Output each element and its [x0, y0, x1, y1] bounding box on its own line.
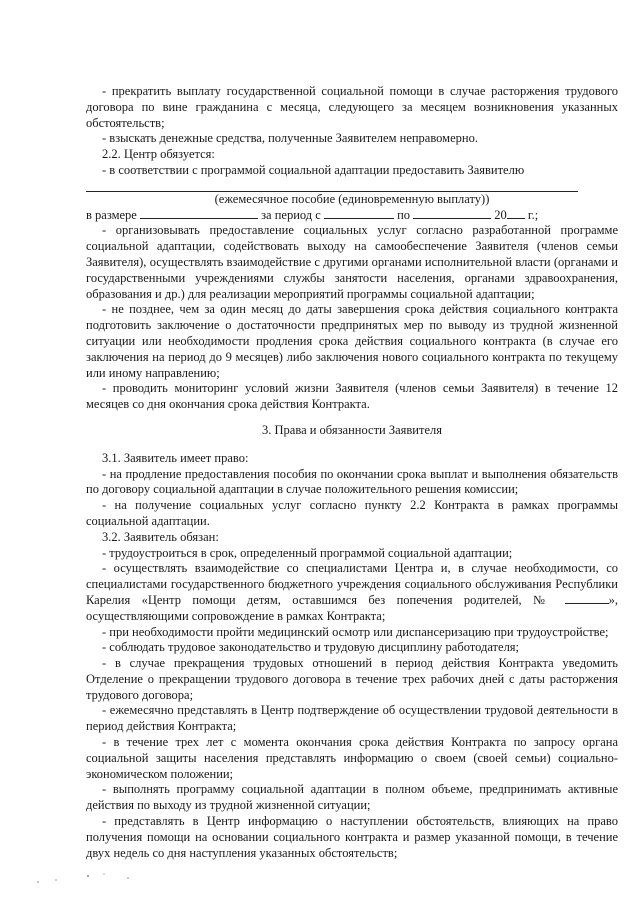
paragraph: - прекратить выплату государственной социальной помощи в случае расторжения трудового договора по вине гражданина с месяца, следующего за месяцем возникновения указанных обстоятельств; [86, 84, 618, 130]
section-2-2-heading: 2.2. Центр обязуется: [102, 147, 215, 162]
date-from-blank [324, 208, 394, 219]
scan-specks [30, 868, 150, 888]
center-number-blank [565, 593, 609, 604]
amount-line: в размере за период с по 20 г.; [86, 207, 539, 222]
paragraph: - соблюдать трудовое законодательство и трудовую дисциплину работодателя; [102, 640, 520, 655]
blank-caption: (ежемесячное пособие (единовременную выплату)) [214, 191, 490, 206]
paragraph: - ежемесячно представлять в Центр подтверждение об осуществлении трудовой деятельности в период действия Контракта; [86, 703, 618, 734]
paragraph: - организовывать предоставление социальных услуг согласно разработанной программе социальной адаптации, содействовать выходу на самообеспечение Заявителя (членов семьи Заявителя), осуществлять взаимодействие с другими органами исполнительной власти (органами и государственными учреждениями службы занятости населения, органами здравоохранения, образования и др.) для реализации мероприятий программы социальной адаптации; [86, 223, 618, 301]
paragraph: - в случае прекращения трудовых отношений в период действия Контракта уведомить Отделение о прекращении трудового договора в течение трех рабочих дней с даты расторжения трудового договора; [86, 656, 618, 702]
paragraph: - не позднее, чем за один месяц до даты завершения срока действия социального контракта подготовить заключение о достаточности предпринятых мер по выводу из трудной жизненной ситуации или необходимости продления срока действия социального контракта (в случае его заключения на период до 9 месяцев) либо заключения нового социального контракта по текущему или иному направлению; [86, 302, 618, 380]
paragraph: - в соответствии с программой социальной адаптации предоставить Заявителю [102, 162, 525, 177]
amount-blank [140, 208, 258, 219]
section-3-2-heading: 3.2. Заявитель обязан: [102, 529, 219, 544]
paragraph: - при необходимости пройти медицинский осмотр или диспансеризацию при трудоустройстве; [102, 624, 609, 639]
date-to-blank [413, 208, 491, 219]
paragraph: - в течение трех лет с момента окончания срока действия Контракта по запросу органа социальной защиты населения представлять информацию о своем (своей семьи) социально-экономическом положении; [86, 735, 618, 781]
paragraph: - представлять в Центр информацию о наступлении обстоятельств, влияющих на право получения помощи на основании социального контракта и размер указанной помощи, в течение двух недель со дня наступления указанных обстоятельств; [86, 814, 618, 860]
paragraph: - выполнять программу социальной адаптации в полном объеме, предпринимать активные действия по выходу из трудной жизненной ситуации; [86, 782, 618, 813]
paragraph: - осуществлять взаимодействие со специалистами Центра и, в случае необходимости, со специалистами государственного бюджетного учреждения социального обслуживания Республики Карелия «Центр помощи детям, оставшимся без попечения родителей, № », осуществляющими сопровождение в рамках Контракта; [86, 561, 618, 623]
paragraph: - на продление предоставления пособия по окончании срока выплат и выполнения обязательств по договору социальной адаптации в случае положительного решения комиссии; [86, 466, 618, 497]
section-3-heading: 3. Права и обязанности Заявителя [262, 422, 442, 437]
paragraph: - на получение социальных услуг согласно пункту 2.2 Контракта в рамках программы социальной адаптации. [86, 498, 618, 528]
paragraph: - проводить мониторинг условий жизни Заявителя (членов семьи Заявителя) в течение 12 месяцев со дня окончания срока действия Контракта. [86, 381, 618, 412]
year-blank [507, 208, 525, 219]
paragraph: - трудоустроиться в срок, определенный программой социальной адаптации; [102, 545, 513, 560]
blank-line [86, 179, 578, 192]
section-3-1-heading: 3.1. Заявитель имеет право: [102, 450, 249, 465]
document-body [86, 84, 618, 861]
paragraph: - взыскать денежные средства, полученные Заявителем неправомерно. [102, 131, 478, 146]
